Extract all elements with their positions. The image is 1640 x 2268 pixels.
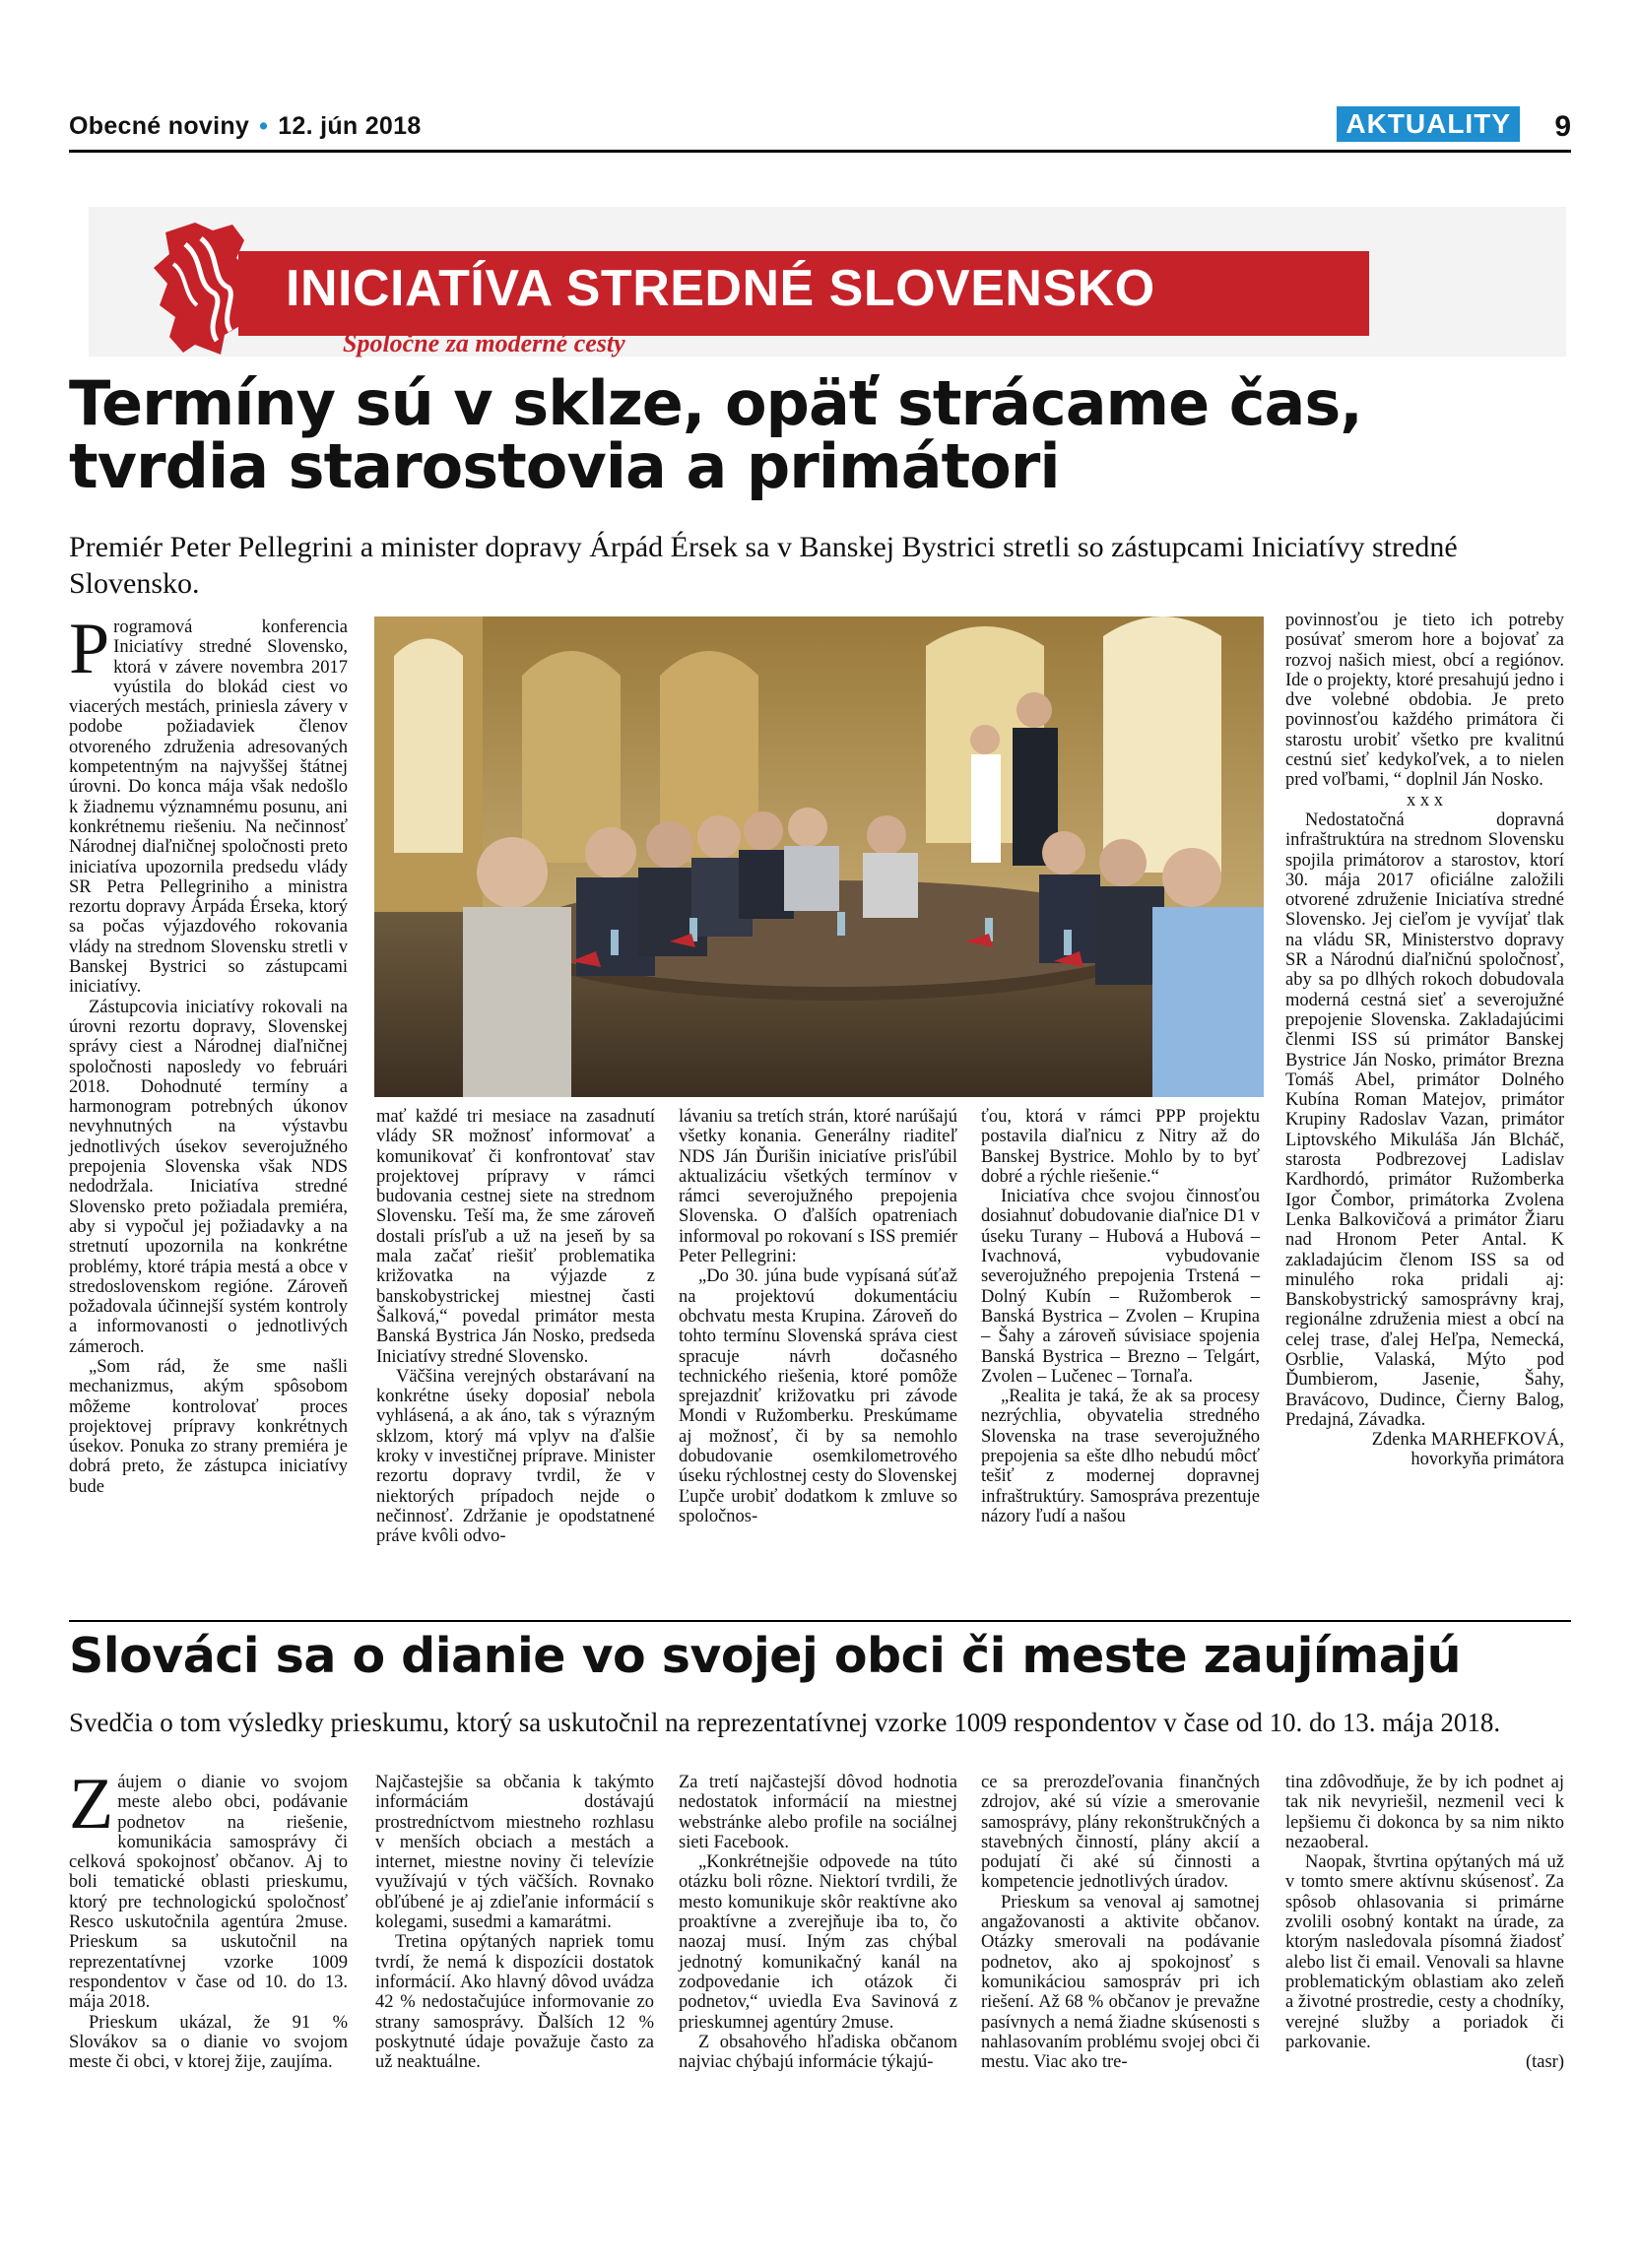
article1-lead: Premiér Peter Pellegrini a minister dopravy Árpád Érsek sa v Banskej Bystrici stretli so zástupcami Iniciatívy stredné Slovensko. [69,531,1458,600]
article-divider [69,1620,1571,1622]
paragraph: ce sa prerozdeľovania finančných zdrojov, aké sú vízie a smerovanie samosprávy, plány rekonštrukčných a stavebných činností, plány akcií a podujatí či aké sú činnosti a kompetencie jednotlivých úradov. [981,1773,1260,1893]
initiative-banner [89,207,1566,356]
headline-line-2: tvrdia starostovia a primátori [69,430,1060,502]
paragraph: Väčšina verejných obstarávaní na konkrétne úseky doposiaľ nebola vyhlásená, a ak áno, tak s výrazným sklzom, ktorý má vplyv na ďalšie kroky v investičnej príprave. Minister rezortu dopravy tvrdil, že v niektorých prípadoch nejde o nečinnosť. Zdržanie je opodstatnené práve kvôli odvo- [376,1366,655,1547]
paragraph: „Realita je taká, že ak sa procesy nezrýchlia, obyvatelia stredného Slovenska na trase severojužného prepojenia sa ešte dlho nebudú môcť tešiť z modernej dopravnej infraštruktúry. Samospráva prezentuje názory ľudí a našou [981,1387,1260,1526]
headline-line-1: Termíny sú v sklze, opäť strácame čas, [69,367,1362,439]
banner-title: INICIATÍVA STREDNÉ SLOVENSKO [286,260,1155,317]
paragraph: tina zdôvodňuje, že by ich podnet aj tak nik nevyriešil, nezmenil veci k lepšiemu či dokonca by sa nim nikto nezaoberal. [1285,1773,1564,1852]
paragraph: „Som rád, že sme našli mechanizmus, akým spôsobom môžeme kontrolovať proces projektovej prípravy konkrétnych úsekov. Ponuka zo strany premiéra je dobrá preto, že zástupca iniciatívy bude [69,1356,348,1497]
paragraph: Naopak, štvrtina opýtaných má už v tomto smere aktívnu skúsenosť. Za spôsob ohlasovania si primárne zvolili osobný kontakt na úrade, za ktorým nasledovala písomná žiadosť alebo list či email. Venovali sa hlavne problematickým oblastiam ako zeleň a životné prostredie, cesty a chodníky, verejné služby a poriadok či parkovanie. [1285,1852,1564,2052]
central-slovakia-map-icon [126,215,294,362]
paragraph: Nedostatočná dopravná infraštruktúra na strednom Slovensku spojila primátorov a starostov, ktorí 30. mája 2017 oficiálne založili otvorené združenie Iniciatíva stredné Slovensko. Jej cieľom je vyvíjať tlak na vládu SR, Ministerstvo dopravy SR a Národnú diaľničnú spoločnosť, aby sa po dlhých rokoch dobudovala moderná cestná sieť a severojužné prepojenie Slovenska. Zakladajúcimi členmi ISS sú primátor Banskej Bystrice Ján Nosko, primátor Brezna Tomáš Abel, primátor Dolného Kubína Roman Matejov, primátor Krupiny Radoslav Vazan, primátor Liptovského Mikuláša Ján Blcháč, starosta Podbrezovej Ladislav Kardhordó, primátor Ružomberka Igor Čombor, primátorka Zvolena Lenka Balkovičová a primátor Žiaru nad Hronom Peter Antal. K zakladajúcim členom ISS sa od minulého roka pridali aj: Banskobystrický samosprávny kraj, regionálne združenia miest a obcí na celej trase, ďalej Heľpa, Nemecká, Osrblie, Valaská, Mýto pod Ďumbierom, Jasenie, Šahy, Bravácovo, Dudince, Čierny Balog, Predajná, Závadka. [1285,810,1564,1430]
publication-line [69,112,422,141]
paragraph: Iniciatíva chce svojou činnosťou dosiahnuť dobudovanie diaľnice D1 v úseku Turany – Hubová a Hubová – Ivachnová, vybudovanie severojužného prepojenia Trstená – Dolný Kubín – Ružomberok – Banská Bystrica – Zvolen – Krupina – Šahy a zároveň súvisiace spojenia Banská Bystrica – Brezno – Telgárt, Zvolen – Lučenec – Tornaľa. [981,1187,1260,1387]
article1-column-1 [69,609,348,1497]
article2-column-2 [375,1773,654,2072]
paragraph: áujem o dianie vo svojom meste alebo obci, podávanie podnetov na riešenie, komunikácia samosprávy či celková spokojnosť občanov. Aj to boli tematické oblasti prieskumu, ktorý pre technologickú spoločnosť Resco uskutočnila agentúra 2muse. Prieskum sa uskutočnil na reprezentatívnej vzorke 1009 respondentov v čase od 10. do 13. mája 2018. [69,1773,348,2013]
paragraph: Tretina opýtaných napriek tomu tvrdí, že nemá k dispozícii dostatok informácií. Ako hlavný dôvod uvádza 42 % nedostačujúce informovanie zo strany samosprávy. Ďalších 12 % poskytnuté údaje považuje často za už neaktuálne. [375,1932,654,2073]
article2-column-4 [981,1773,1260,2072]
paragraph: „Konkrétnejšie odpovede na túto otázku boli rôzne. Niektorí tvrdili, že mesto komunikuje skôr reaktívne ako proaktívne a zverejňuje iba to, čo naozaj musí. Iným zas chýbal jednotný komunikačný kanál na zodpovedanie ich otázok či podnetov,“ uviedla Eva Savinová z prieskumnej agentúry 2muse. [679,1852,957,2033]
section-label: AKTUALITY [1337,106,1520,142]
drop-cap: P [69,609,110,689]
paragraph: Najčastejšie sa občania k takýmto informáciám dostávajú prostredníctvom miestneho rozhlasu v menších obciach a mestách a internet, miestne noviny či televízie využívajú v tých väčších. Rovnako obľúbené je aj zdieľanie informácií s kolegami, susedmi a kamarátmi. [375,1773,654,1933]
author-role: hovorkyňa primátora [1410,1450,1564,1470]
article2-lead: Svedčia o tom výsledky prieskumu, ktorý sa uskutočnil na reprezentatívnej vzorke 1009 respondentov v čase od 10. do 13. mája 2018. [69,1708,1501,1737]
paragraph: ťou, ktorá v rámci PPP projektu postavila diaľnicu z Nitry až do Banskej Bystrice. Mohlo by to byť dobré a rýchle riešenie.“ [981,1107,1260,1187]
separator-dot-icon: • [259,112,269,140]
meeting-photo [374,616,1264,1097]
paragraph: lávaniu sa tretích strán, ktoré narúšajú všetky konania. Generálny riaditeľ NDS Ján Ďurišin iniciatíve prisľúbil aktualizáciu všetkých termínov v rámci severojužného prepojenia Slovenska. O ďalších opatreniach informoval po rokovaní s ISS premiér Peter Pellegrini: [679,1107,957,1267]
article1-column-5 [1285,611,1564,1470]
paragraph: rogramová konferencia Iniciatívy stredné Slovensko, ktorá v závere novembra 2017 vyústila do blokád ciest vo viacerých mestách, priniesla závery v podobe požiadaviek členov otvoreného združenia adresovaných kompetentným na najvyššej štátnej úrovni. Do konca mája však nedošlo k žiadnemu významnému posunu, ani konkrétnemu riešeniu. Na nečinnosť Národnej diaľničnej spoločnosti preto iniciatíva upozornila predsedu vlády SR Petra Pellegriniho a ministra rezortu dopravy Árpáda Érseka, ktorý sa počas výjazdového rokovania vlády na strednom Slovensku stretli v Banskej Bystrici so zástupcami iniciatívy. [69,617,348,998]
article1-column-4 [981,1107,1260,1526]
article2-column-1 [69,1764,348,2073]
paragraph: Prieskum sa venoval aj samotnej angažovanosti a aktivite občanov. Otázky smerovali na podávanie podnetov, ako aj spokojnosť s komunikáciou samospráv pri ich riešení. Až 68 % občanov je prevažne pasívnych a nemá žiadne skúsenosti s nahlasovaním problému svojej obci či mestu. Viac ako tre- [981,1892,1260,2073]
banner-slogan: Spoločne za moderné cesty [343,329,625,357]
section-separator: x x x [1407,790,1443,810]
article2-column-5 [1285,1773,1564,2072]
paragraph: Z obsahového hľadiska občanom najviac chýbajú informácie týkajú- [679,2032,957,2073]
publication-name: Obecné noviny [69,112,250,140]
paragraph: Zástupcovia iniciatívy rokovali na úrovni rezortu dopravy, Slovenskej správy ciest a Národnej diaľničnej spoločnosti naposledy vo februári 2018. Dohodnuté termíny a harmonogram potrebných úkonov nevyhnutných na výstavbu jednotlivých úsekov severojužného prepojenia Slovenska však NDS nedodržala. Iniciatíva stredné Slovensko preto požiadala premiéra, aby si vypočul jej požiadavky a na stretnutí upozornila na konkrétne problémy, ktoré trápia mestá a obce v stredoslovenskom regióne. Zároveň požadovala účinnejší systém kontroly a informovanosti o jednotlivých zámeroch. [69,997,348,1357]
banner-bar [238,251,1369,336]
paragraph: povinnosťou je tieto ich potreby posúvať smerom hore a bojovať za rozvoj našich miest, obcí a regiónov. Ide o projekty, ktoré presahujú jedno i dve volebné obdobia. Je preto povinnosťou každého primátora či starostu urobiť všetko pre kvalitnú cestnú sieť kedykoľvek, a to nielen pred voľbami, “ doplnil Ján Nosko. [1285,611,1564,791]
article2-column-3 [679,1773,957,2072]
article1-column-3 [679,1107,957,1526]
article1-headline [69,367,1566,502]
article2-headline: Slováci sa o dianie vo svojej obci či meste zaujímajú [69,1628,1461,1684]
page-number: 9 [1554,110,1571,143]
drop-cap: Z [69,1764,114,1845]
paragraph: mať každé tri mesiace na zasadnutí vlády SR možnosť informovať a komunikovať či konfrontovať stav projektovej prípravy v rámci budovania cestnej siete na strednom Slovensku. Teší ma, že sme zároveň dostali prísľub a už na jeseň by sa mala začať riešiť problematika križovatka na výjazde z banskobystrickej miestnej časti Šalková,“ povedal primátor mesta Banská Bystrica Ján Nosko, predseda Iniciatívy stredné Slovensko. [376,1107,655,1367]
paragraph: „Do 30. júna bude vypísaná súťaž na projektovú dokumentáciu obchvatu mesta Krupina. Zároveň do tohto termínu Slovenská správa ciest spracuje návrh dočasného technického riešenia, ktoré pomôže sprejazdniť križovatku pri závode Mondi v Ružomberku. Preskúmame aj možnosť, či by sa nemohlo dobudovanie osemkilometrového úseku rýchlostnej cesty do Slovenskej Ľupče urobiť dodatkom k zmluve so spoločnos- [679,1266,957,1526]
author-name: Zdenka MARHEFKOVÁ, [1371,1430,1564,1451]
paragraph: Za tretí najčastejší dôvod hodnotia nedostatok informácií na miestnej webstránke alebo profile na sociálnej sieti Facebook. [679,1773,957,1852]
article1-column-2 [376,1107,655,1547]
issue-date: 12. jún 2018 [278,112,422,140]
page-header [69,106,1571,153]
paragraph: Prieskum ukázal, že 91 % Slovákov sa o dianie vo svojom meste či obci, v ktorej žije, zaujíma. [69,2012,348,2073]
source-credit: (tasr) [1525,2052,1564,2073]
